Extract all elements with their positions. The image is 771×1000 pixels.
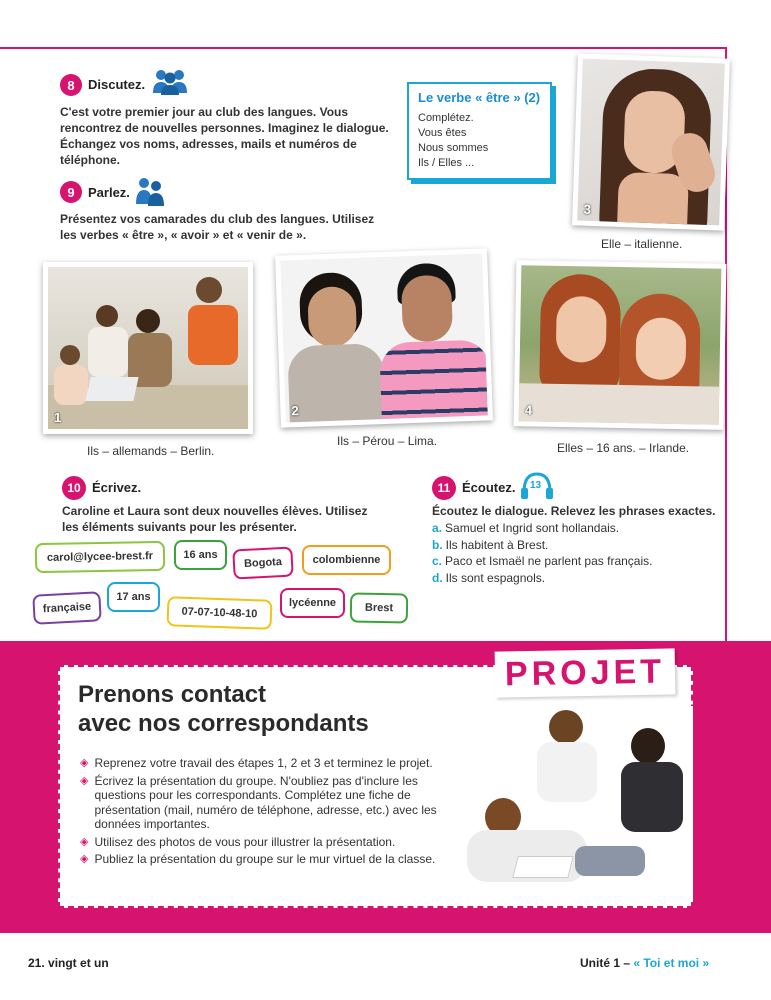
list-item xyxy=(80,756,460,771)
chip-colombienne: colombienne xyxy=(302,545,391,575)
verb-box-line: Nous sommes xyxy=(418,142,489,154)
photo-number: 3 xyxy=(583,201,592,217)
diamond-bullet-icon: ◈ xyxy=(80,757,89,769)
diamond-bullet-icon: ◈ xyxy=(80,853,89,865)
exercise-10-instructions: Caroline et Laura sont deux nouvelles élèves. Utilisez les éléments suivants pour les présenter. xyxy=(62,504,368,534)
exercise-10-title: Écrivez. xyxy=(92,480,142,495)
exercise-8-instructions: C'est votre premier jour au club des langues. Vous rencontrez de nouvelles personnes. Imaginez le dialogue. Échangez vos noms, adresses, mails et numéros de téléphone. xyxy=(60,105,389,167)
exercise-9-instructions: Présentez vos camarades du club des langues. Utilisez les verbes « être », « avoir » et « venir de ». xyxy=(60,212,375,242)
list-item xyxy=(80,835,460,850)
photo-2-caption: Ils – Pérou – Lima. xyxy=(337,434,438,448)
list-item xyxy=(432,570,652,587)
exercise-11-title: Écoutez. xyxy=(462,480,516,495)
exercise-11-list xyxy=(432,520,652,586)
photo-1-caption: Ils – allemands – Berlin. xyxy=(87,444,215,458)
chip-lyceenne: lycéenne xyxy=(280,588,345,618)
verb-box-line: Ils / Elles ... xyxy=(418,157,475,169)
photo-number: 2 xyxy=(291,403,299,419)
chip-phone: 07-07-10-48-10 xyxy=(167,596,273,630)
list-item xyxy=(432,553,652,570)
projet-tag: PROJET xyxy=(495,648,676,697)
photo-3-caption: Elle – italienne. xyxy=(601,237,683,251)
verb-box-line: Vous êtes xyxy=(418,127,467,139)
item-letter: b. xyxy=(432,537,443,552)
photo-number: 1 xyxy=(54,410,62,425)
item-text: Paco et Ismaël ne parlent pas français. xyxy=(445,554,653,568)
chip-bogota: Bogota xyxy=(232,546,293,579)
unit-label xyxy=(580,956,709,970)
verb-box-title: Le verbe « être » (2) xyxy=(418,90,541,105)
bullet-text: Utilisez des photos de vous pour illustrer la présentation. xyxy=(94,834,396,849)
diamond-bullet-icon: ◈ xyxy=(80,835,89,848)
item-letter: c. xyxy=(432,554,443,568)
exercise-11-instructions: Écoutez le dialogue. Relevez les phrases exactes. xyxy=(432,504,716,518)
projet-bullets xyxy=(80,756,460,870)
list-item xyxy=(80,774,460,832)
chip-email: carol@lycee-brest.fr xyxy=(35,541,166,573)
bullet-text: Écrivez la présentation du groupe. N'oubliez pas d'inclure les questions pour les correspondants. Complétez une fiche de présentation (mail, numéro de téléphone, adresse, etc.) avec les données importantes. xyxy=(94,773,437,831)
verb-etre-box xyxy=(407,82,552,180)
exercise-8-number: 8 xyxy=(60,74,82,96)
frame-border-top xyxy=(0,47,727,49)
exercise-8-title: Discutez. xyxy=(88,77,146,92)
item-letter: a. xyxy=(432,521,443,535)
photo-ireland-girls xyxy=(514,260,727,430)
photo-number: 4 xyxy=(524,402,533,418)
exercise-9-number: 9 xyxy=(60,181,82,203)
item-text: Samuel et Ingrid sont hollandais. xyxy=(445,521,620,535)
pair-speaking-icon xyxy=(134,176,166,206)
item-text: Ils sont espagnols. xyxy=(445,570,546,585)
group-discussion-icon xyxy=(152,67,188,95)
unit-title: « Toi et moi » xyxy=(633,956,710,970)
exercise-11-number: 11 xyxy=(432,476,456,500)
photo-peru-boys xyxy=(275,248,493,427)
projet-title xyxy=(78,680,369,738)
chip-brest: Brest xyxy=(350,592,409,623)
chip-age-17: 17 ans xyxy=(107,582,160,612)
exercise-9-title: Parlez. xyxy=(88,185,130,200)
chip-age-16: 16 ans xyxy=(174,540,227,570)
audio-track-badge[interactable] xyxy=(520,470,554,500)
page-number: 21. vingt et un xyxy=(28,956,109,970)
bullet-text: Publiez la présentation du groupe sur le mur virtuel de la classe. xyxy=(94,852,436,866)
audio-track-number: 13 xyxy=(530,480,542,491)
chip-francaise: française xyxy=(32,591,101,625)
list-item xyxy=(80,852,460,867)
list-item xyxy=(432,520,652,537)
unit-number: Unité 1 – xyxy=(580,956,631,970)
photo-students-project xyxy=(455,706,693,900)
item-letter: d. xyxy=(432,570,443,585)
item-text: Ils habitent à Brest. xyxy=(445,537,549,552)
verb-box-line: Complétez. xyxy=(418,112,474,124)
projet-title-line: avec nos correspondants xyxy=(78,710,369,737)
bullet-text: Reprenez votre travail des étapes 1, 2 et 3 et terminez le projet. xyxy=(94,756,433,770)
photo-italian-girl xyxy=(572,53,730,230)
photo-german-group xyxy=(43,262,253,434)
projet-title-line: Prenons contact xyxy=(78,681,267,708)
photo-4-caption: Elles – 16 ans. – Irlande. xyxy=(557,441,690,455)
exercise-10-number: 10 xyxy=(62,476,86,500)
list-item xyxy=(432,537,652,554)
diamond-bullet-icon: ◈ xyxy=(80,774,89,787)
